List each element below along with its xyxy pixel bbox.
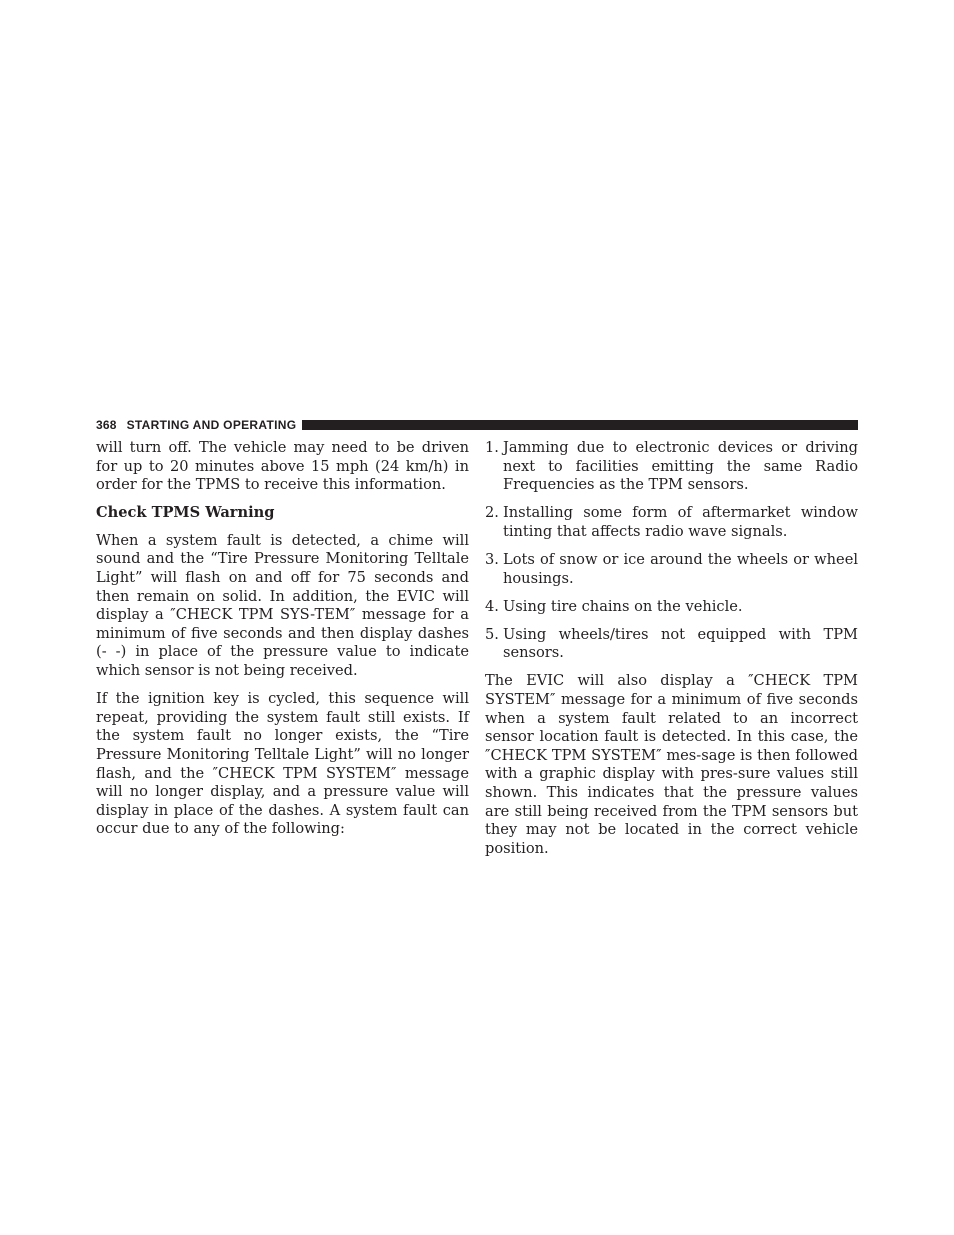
list-item-number: 3. <box>485 550 499 568</box>
fault-causes-list <box>485 439 858 663</box>
list-item-number: 4. <box>485 597 499 615</box>
page-number: 368 <box>96 418 117 432</box>
list-item-text: Using tire chains on the vehicle. <box>503 597 743 615</box>
body-paragraph: When a system fault is detected, a chime will sound and the “Tire Pressure Monitoring Telltale Light” will flash on and off for 75 seconds and then remain on solid. In addition, the EVIC will display a ″CHECK TPM SYS-TEM″ message for a minimum of five seconds and then display dashes (- -) in place of the pressure value to indicate which sensor is not being received. <box>96 531 469 680</box>
list-item-text: Lots of snow or ice around the wheels or wheel housings. <box>503 550 858 587</box>
left-column <box>96 439 469 848</box>
section-title: STARTING AND OPERATING <box>126 418 297 432</box>
page-header <box>96 417 858 433</box>
list-item-number: 5. <box>485 625 499 643</box>
list-item <box>485 439 858 495</box>
right-column <box>485 439 858 868</box>
list-item-number: 2. <box>485 504 499 522</box>
list-item <box>485 598 858 617</box>
body-paragraph: If the ignition key is cycled, this sequence will repeat, providing the system fault still exists. If the system fault no longer exists, the “Tire Pressure Monitoring Telltale Light” will no longer flash, and the ″CHECK TPM SYSTEM″ message will no longer display, and a pressure value will display in place of the dashes. A system fault can occur due to any of the following: <box>96 690 469 838</box>
list-item <box>485 551 858 588</box>
list-item <box>485 626 858 663</box>
list-item-text: Installing some form of aftermarket window tinting that affects radio wave signals. <box>503 504 858 540</box>
header-rule <box>302 420 858 430</box>
continued-paragraph: will turn off. The vehicle may need to be driven for up to 20 minutes above 15 mph (24 km/h) in order for the TPMS to receive this information. <box>96 439 469 494</box>
list-item-number: 1. <box>485 439 499 456</box>
section-heading: Check TPMS Warning <box>96 504 275 522</box>
list-item <box>485 504 858 541</box>
list-item-text: Using wheels/tires not equipped with TPM sensors. <box>503 625 858 662</box>
list-item-text: Jamming due to electronic devices or driving next to facilities emitting the same Radio Frequencies as the TPM sensors. <box>503 439 858 494</box>
body-paragraph: The EVIC will also display a ″CHECK TPM SYSTEM″ message for a minimum of five seconds when a system fault related to an incorrect sensor location fault is detected. In this case, the ″CHECK TPM SYSTEM″ mes-sage is then followed with a graphic display with pres-sure values still shown. This indicates that the pressure values are still being received from the TPM sensors but they may not be located in the correct vehicle position. <box>485 672 858 857</box>
